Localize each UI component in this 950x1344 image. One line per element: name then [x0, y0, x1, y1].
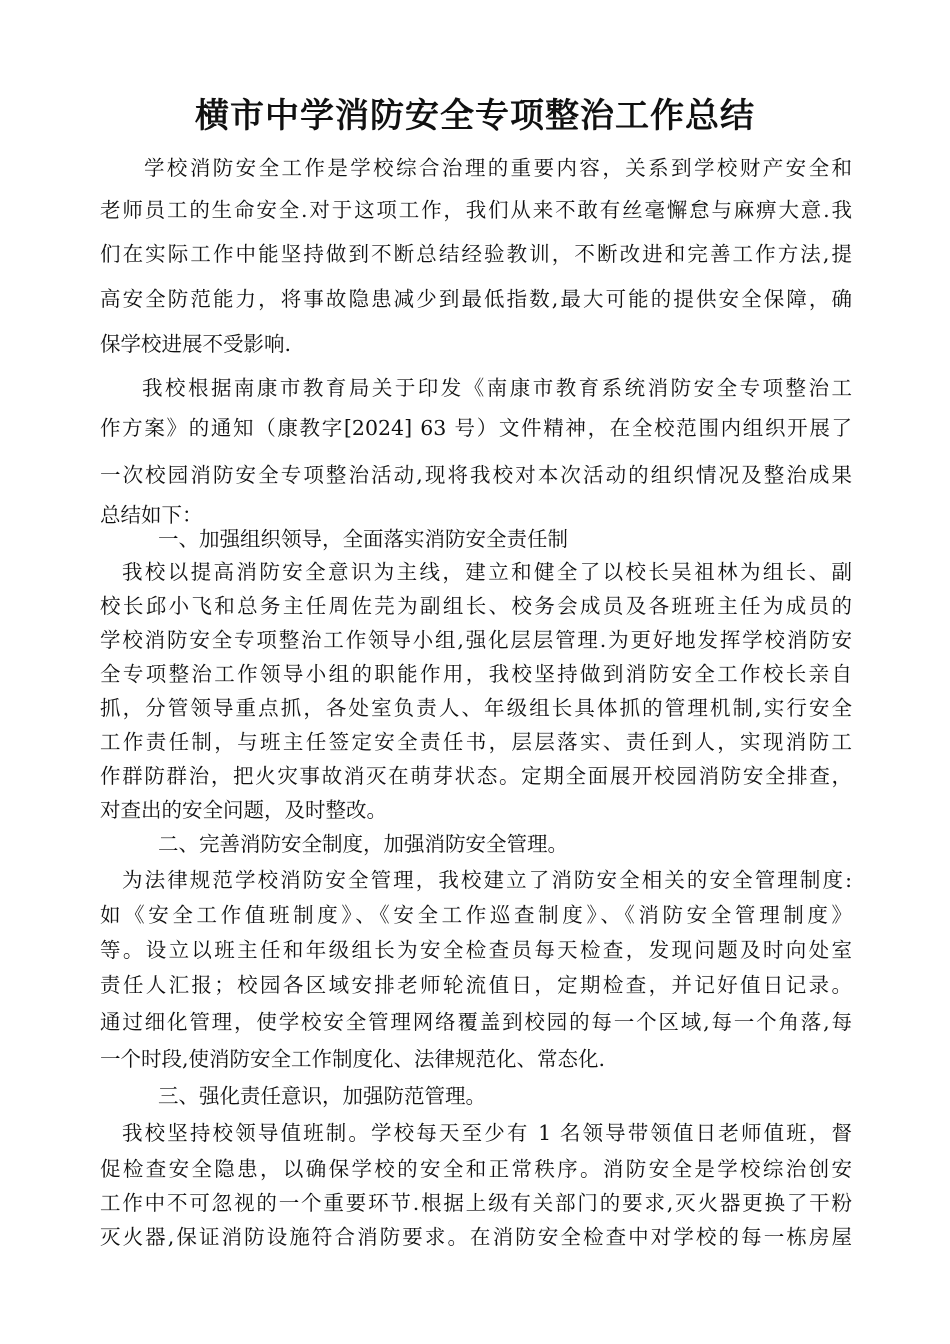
paragraph-line: 一次校园消防安全专项整治活动,现将我校对本次活动的组织情况及整治成果 [100, 463, 852, 487]
paragraph-line: 抓，分管领导重点抓，各处室负责人、年级组长具体抓的管理机制,实行安全 [100, 696, 852, 720]
paragraph-line: 高安全防范能力，将事故隐患减少到最低指数,最大可能的提供安全保障，确 [100, 287, 852, 311]
paragraph-line: 老师员工的生命安全.对于这项工作，我们从来不敢有丝毫懈怠与麻痹大意.我 [100, 198, 852, 222]
paragraph-line: 作群防群治，把火灾事故消灭在萌芽状态。定期全面展开校园消防安全排查， [100, 764, 852, 788]
document-title: 横市中学消防安全专项整治工作总结 [195, 96, 755, 136]
paragraph-line: 一个时段,使消防安全工作制度化、法律规范化、常态化. [100, 1047, 606, 1071]
paragraph-line: 保学校进展不受影响. [100, 332, 292, 356]
paragraph-line: 通过细化管理，使学校安全管理网络覆盖到校园的每一个区域,每一个角落,每 [100, 1010, 852, 1034]
paragraph-line: 对查出的安全问题，及时整改。 [100, 798, 387, 822]
paragraph-line: 责任人汇报；校园各区域安排老师轮流值日，定期检查，并记好值日记录。 [100, 973, 852, 997]
paragraph-line: 我校以提高消防安全意识为主线，建立和健全了以校长吴祖林为组长、副 [122, 560, 852, 584]
paragraph-line: 工作责任制，与班主任签定安全责任书，层层落实、责任到人，实现消防工 [100, 730, 852, 754]
paragraph-line: 促检查安全隐患，以确保学校的安全和正常秩序。消防安全是学校综治创安 [100, 1157, 852, 1181]
paragraph-line: 们在实际工作中能坚持做到不断总结经验教训，不断改进和完善工作方法,提 [100, 242, 852, 266]
paragraph-line: 我校根据南康市教育局关于印发《南康市教育系统消防安全专项整治工 [142, 376, 852, 400]
paragraph-line: 学校消防安全专项整治工作领导小组,强化层层管理.为更好地发挥学校消防安 [100, 628, 852, 652]
paragraph-line: 校长邱小飞和总务主任周佐芫为副组长、校务会成员及各班班主任为成员的 [100, 594, 852, 618]
paragraph-line: 为法律规范学校消防安全管理，我校建立了消防安全相关的安全管理制度: [122, 868, 852, 892]
paragraph-line: 我校坚持校领导值班制。学校每天至少有 1 名领导带领值日老师值班，督 [122, 1121, 852, 1145]
paragraph-line: 等。设立以班主任和年级组长为安全检查员每天检查，发现问题及时向处室 [100, 938, 852, 962]
paragraph-line: 学校消防安全工作是学校综合治理的重要内容，关系到学校财产安全和 [144, 156, 852, 180]
section-heading: 三、强化责任意识，加强防范管理。 [158, 1084, 486, 1108]
paragraph-line: 灭火器,保证消防设施符合消防要求。在消防安全检查中对学校的每一栋房屋 [100, 1225, 852, 1249]
section-heading: 二、完善消防安全制度，加强消防安全管理。 [158, 832, 568, 856]
paragraph-line: 作方案》的通知（康教字[2024] 63 号）文件精神，在全校范围内组织开展了 [100, 416, 852, 440]
paragraph-line: 如《安全工作值班制度》、《安全工作巡查制度》、《消防安全管理制度》 [100, 903, 852, 927]
paragraph-line: 工作中不可忽视的一个重要环节.根据上级有关部门的要求,灭火器更换了干粉 [100, 1191, 852, 1215]
paragraph-line: 全专项整治工作领导小组的职能作用，我校坚持做到消防安全工作校长亲自 [100, 662, 852, 686]
paragraph-line: 总结如下： [100, 503, 203, 527]
section-heading: 一、加强组织领导，全面落实消防安全责任制 [158, 527, 568, 551]
